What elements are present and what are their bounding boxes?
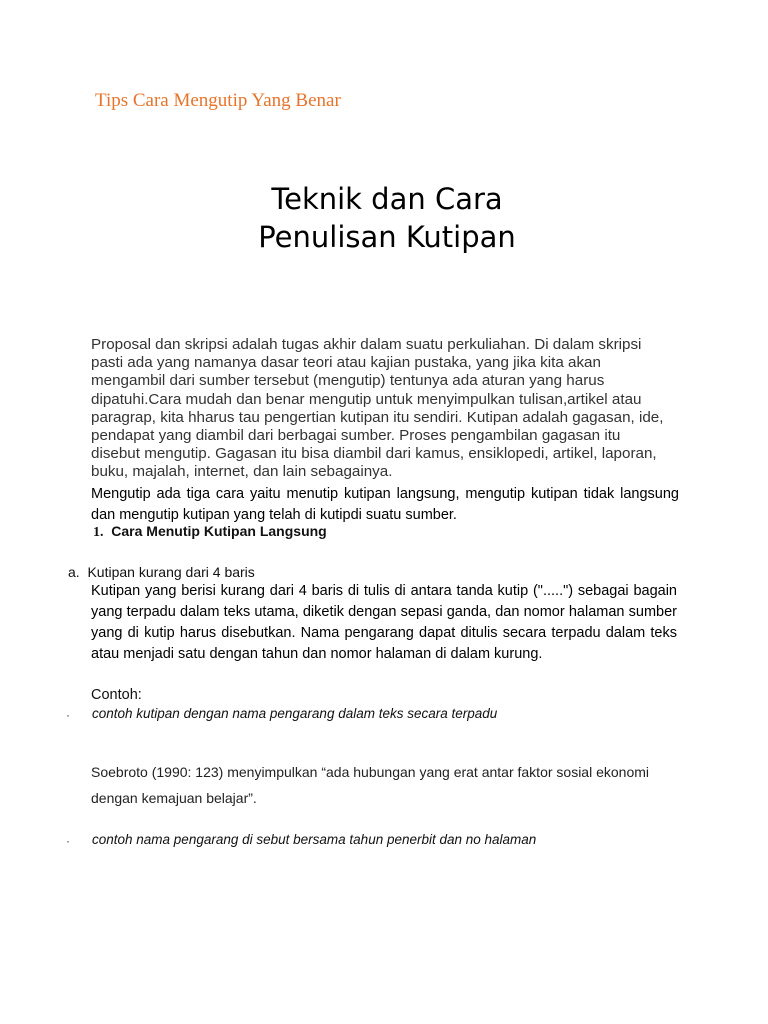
document-title (0, 180, 768, 256)
example-label: Contoh: (91, 687, 142, 703)
subsection-label: a. (68, 564, 80, 580)
quote-rule-paragraph: Kutipan yang berisi kurang dari 4 baris di tulis di antara tanda kutip (".....") sebagai bagain yang terpadu dalam teks utama, diketik dengan sepasi ganda, dan nomor halaman sumber yang di kutip harus disebutkan. Nama pengarang dapat ditulis secara terpadu dalam teks atau menjadi satu dengan tahun dan nomor halaman di dalam kurung. (91, 583, 677, 662)
section-number: 1. (93, 525, 104, 540)
top-title: Tips Cara Mengutip Yang Benar (95, 90, 341, 111)
subsection-a (68, 564, 255, 580)
bullet-item-2-text: contoh nama pengarang di sebut bersama tahun penerbit dan no halaman (92, 832, 537, 847)
bullet-item-2 (66, 832, 70, 850)
title-line-1: Teknik dan Cara (271, 182, 503, 216)
bullet-item-1 (66, 706, 70, 724)
title-line-2: Penulisan Kutipan (258, 220, 516, 254)
section-heading-1 (93, 523, 327, 541)
bullet-icon: · (66, 834, 70, 848)
section-heading-text: Cara Menutip Kutipan Langsung (111, 523, 327, 539)
intro-paragraph: Proposal dan skripsi adalah tugas akhir dalam suatu perkuliahan. Di dalam skripsi pasti ada yang namanya dasar teori atau kajian pustaka, yang jika kita akan mengambil dari sumber tersebut (mengutip) tentunya ada aturan yang harus dipatuhi.Cara mudah dan benar mengutip untuk menyimpulkan tulisan,artikel atau paragrap, kita hharus tau pengertian kutipan itu sendiri. Kutipan adalah gagasan, ide, pendapat yang diambil dari berbagai sumber. Proses pengambilan gagasan itu disebut mengutip. Gagasan itu bisa diambil dari kamus, ensiklopedi, artikel, laporan, buku, majalah, internet, dan lain sebagainya. (91, 336, 664, 481)
methods-paragraph: Mengutip ada tiga cara yaitu menutip kutipan langsung, mengutip kutipan tidak langsung dan mengutip kutipan yang telah di kutipdi suatu sumber. (91, 486, 679, 523)
quote-example: Soebroto (1990: 123) menyimpulkan “ada hubungan yang erat antar faktor sosial ekonomi dengan kemajuan belajar”. (91, 764, 650, 806)
subsection-text: Kutipan kurang dari 4 baris (87, 564, 255, 580)
bullet-icon: · (66, 708, 70, 722)
bullet-item-1-text: contoh kutipan dengan nama pengarang dalam teks secara terpadu (92, 706, 498, 721)
